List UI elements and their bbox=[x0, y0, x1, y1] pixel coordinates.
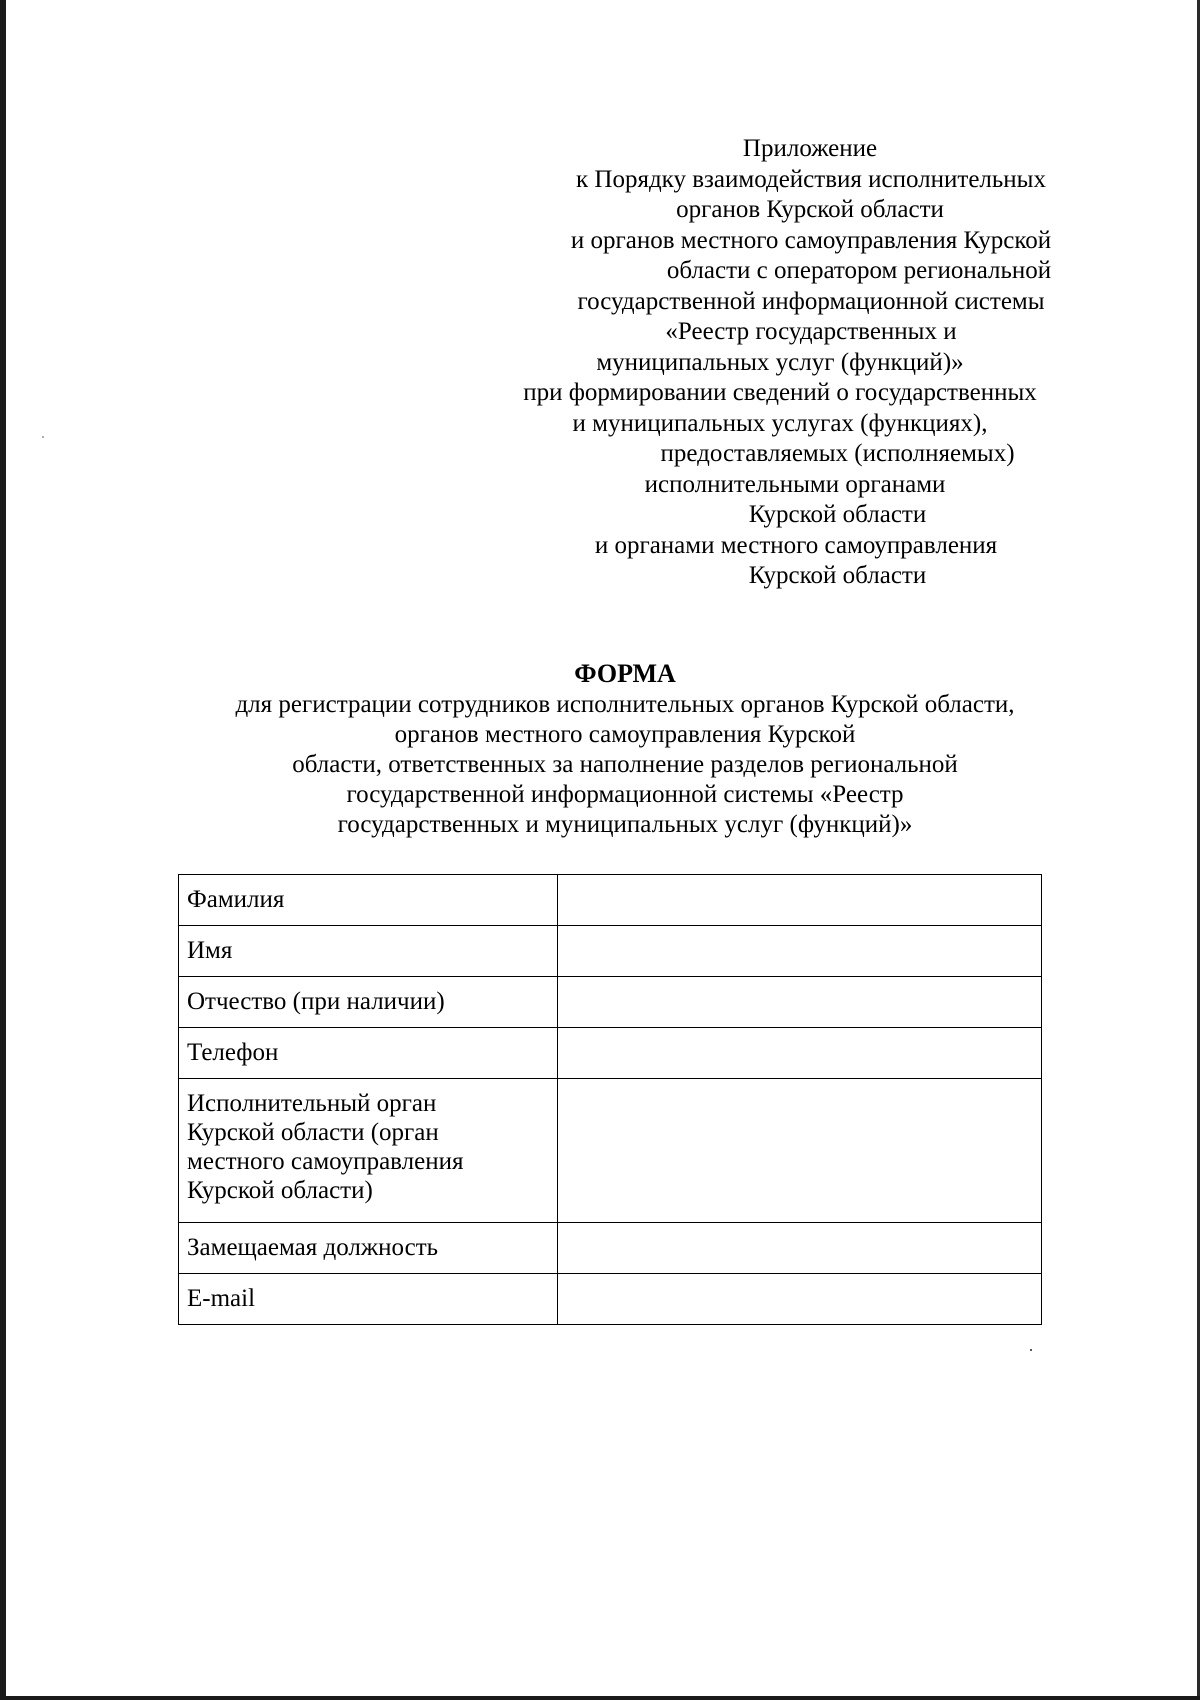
appendix-line: Приложение bbox=[742, 135, 878, 162]
field-value-surname[interactable] bbox=[557, 875, 1041, 926]
appendix-line: области с оператором региональной bbox=[666, 257, 1052, 284]
field-label-name: Имя bbox=[179, 926, 558, 977]
appendix-line: органов Курской области bbox=[676, 196, 944, 223]
appendix-line: и муниципальных услугах (функциях), bbox=[572, 409, 988, 437]
appendix-line: предоставляемых (исполняемых) bbox=[660, 440, 1015, 467]
field-value-email[interactable] bbox=[557, 1274, 1041, 1325]
table-row-position bbox=[179, 1223, 1042, 1274]
field-label-phone: Телефон bbox=[179, 1028, 558, 1079]
field-value-position[interactable] bbox=[557, 1223, 1041, 1274]
form-subtitle-line: государственной информационной системы «Реестр bbox=[346, 781, 904, 808]
field-label-organization-line: местного самоуправления bbox=[187, 1148, 464, 1175]
table-row-organization bbox=[179, 1079, 1042, 1223]
form-title: ФОРМА bbox=[574, 659, 676, 688]
appendix-line: государственной информационной системы bbox=[577, 287, 1045, 315]
form-subtitle-line: для регистрации сотрудников исполнительных органов Курской области, bbox=[235, 691, 1015, 718]
appendix-line: и органов местного самоуправления Курской bbox=[570, 226, 1052, 254]
appendix-line: муниципальных услуг (функций)» bbox=[596, 348, 964, 376]
form-subtitle-line: области, ответственных за наполнение разделов региональной bbox=[292, 751, 958, 778]
table-row-patronymic bbox=[179, 977, 1042, 1028]
field-label-patronymic: Отчество (при наличии) bbox=[179, 977, 558, 1028]
appendix-line: к Порядку взаимодействия исполнительных bbox=[576, 165, 1046, 193]
field-label-surname: Фамилия bbox=[179, 875, 558, 926]
appendix-line: при формировании сведений о государственных bbox=[523, 379, 1037, 406]
table-row-surname bbox=[179, 875, 1042, 926]
table-row-name bbox=[179, 926, 1042, 977]
scan-speck bbox=[42, 436, 44, 438]
field-value-organization[interactable] bbox=[557, 1079, 1041, 1223]
field-label-email: E-mail bbox=[179, 1274, 558, 1325]
table-row-phone bbox=[179, 1028, 1042, 1079]
form-subtitle-line: государственных и муниципальных услуг (функций)» bbox=[337, 811, 913, 838]
scan-edge-bottom bbox=[0, 1696, 1200, 1700]
field-value-phone[interactable] bbox=[557, 1028, 1041, 1079]
table-row-email bbox=[179, 1274, 1042, 1325]
field-value-name[interactable] bbox=[557, 926, 1041, 977]
field-value-patronymic[interactable] bbox=[557, 977, 1041, 1028]
field-label-organization-line: Исполнительный орган bbox=[187, 1090, 437, 1117]
appendix-line: и органами местного самоуправления bbox=[594, 531, 998, 559]
appendix-header bbox=[480, 134, 1080, 592]
form-subtitle-line: органов местного самоуправления Курской bbox=[394, 721, 856, 748]
field-label-position: Замещаемая должность bbox=[179, 1223, 558, 1274]
appendix-line: Курской области bbox=[748, 562, 927, 589]
appendix-line: исполнительными органами bbox=[644, 470, 946, 498]
field-label-organization bbox=[179, 1079, 558, 1223]
appendix-line: Курской области bbox=[748, 501, 927, 528]
form-subtitle bbox=[0, 690, 1200, 840]
scan-speck bbox=[1030, 1349, 1032, 1351]
registration-table bbox=[178, 874, 1042, 1325]
field-label-organization-line: Курской области) bbox=[187, 1177, 373, 1204]
appendix-line: «Реестр государственных и bbox=[665, 318, 957, 345]
field-label-organization-line: Курской области (орган bbox=[187, 1119, 439, 1146]
scan-edge-left bbox=[0, 0, 6, 1700]
